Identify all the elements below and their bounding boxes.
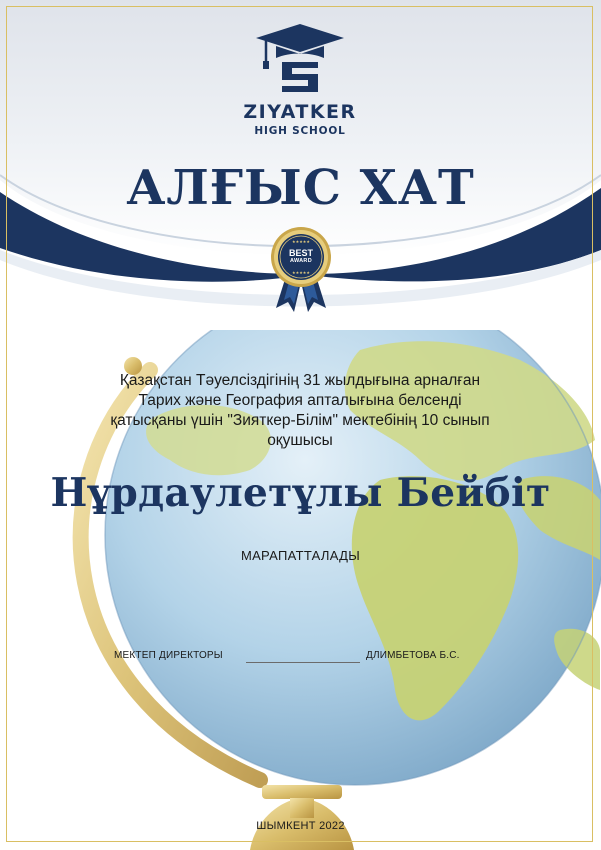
school-subtitle: HIGH SCHOOL: [254, 125, 346, 137]
awarded-text: МАРАПАТТАЛАДЫ: [240, 548, 361, 563]
award-badge: [266, 226, 336, 312]
body-line: Қазақстан Тәуелсіздігінің 31 жылдығына арналған: [119, 372, 481, 389]
body-line: оқушысы: [267, 432, 333, 449]
award-medal-icon: [266, 226, 336, 312]
school-logo: [230, 18, 370, 143]
badge-label-award: AWARD: [290, 258, 312, 264]
badge-label-best: BEST: [288, 248, 313, 258]
body-line: Тарих және География апталығына белсенді: [138, 392, 462, 409]
director-name: ДЛИМБЕТОВА Б.С.: [366, 650, 460, 661]
certificate-title: АЛҒЫС ХАТ: [126, 160, 475, 216]
director-label: МЕКТЕП ДИРЕКТОРЫ: [114, 650, 223, 661]
graduation-cap-logo-icon: [250, 18, 350, 98]
recipient-name: Нұрдаулетұлы Бейбіт: [50, 470, 551, 516]
svg-text:★★★★★: ★★★★★: [292, 239, 310, 244]
signature-line: [246, 662, 360, 663]
footer-city-year: ШЫМКЕНТ 2022: [256, 820, 345, 832]
body-line: қатысқаны үшін "Зияткер-Білім" мектебінің 10 сынып: [110, 412, 490, 429]
school-name: ZIYATKER: [243, 101, 357, 123]
certificate-body-text: [60, 371, 540, 451]
svg-text:★★★★★: ★★★★★: [292, 270, 310, 275]
